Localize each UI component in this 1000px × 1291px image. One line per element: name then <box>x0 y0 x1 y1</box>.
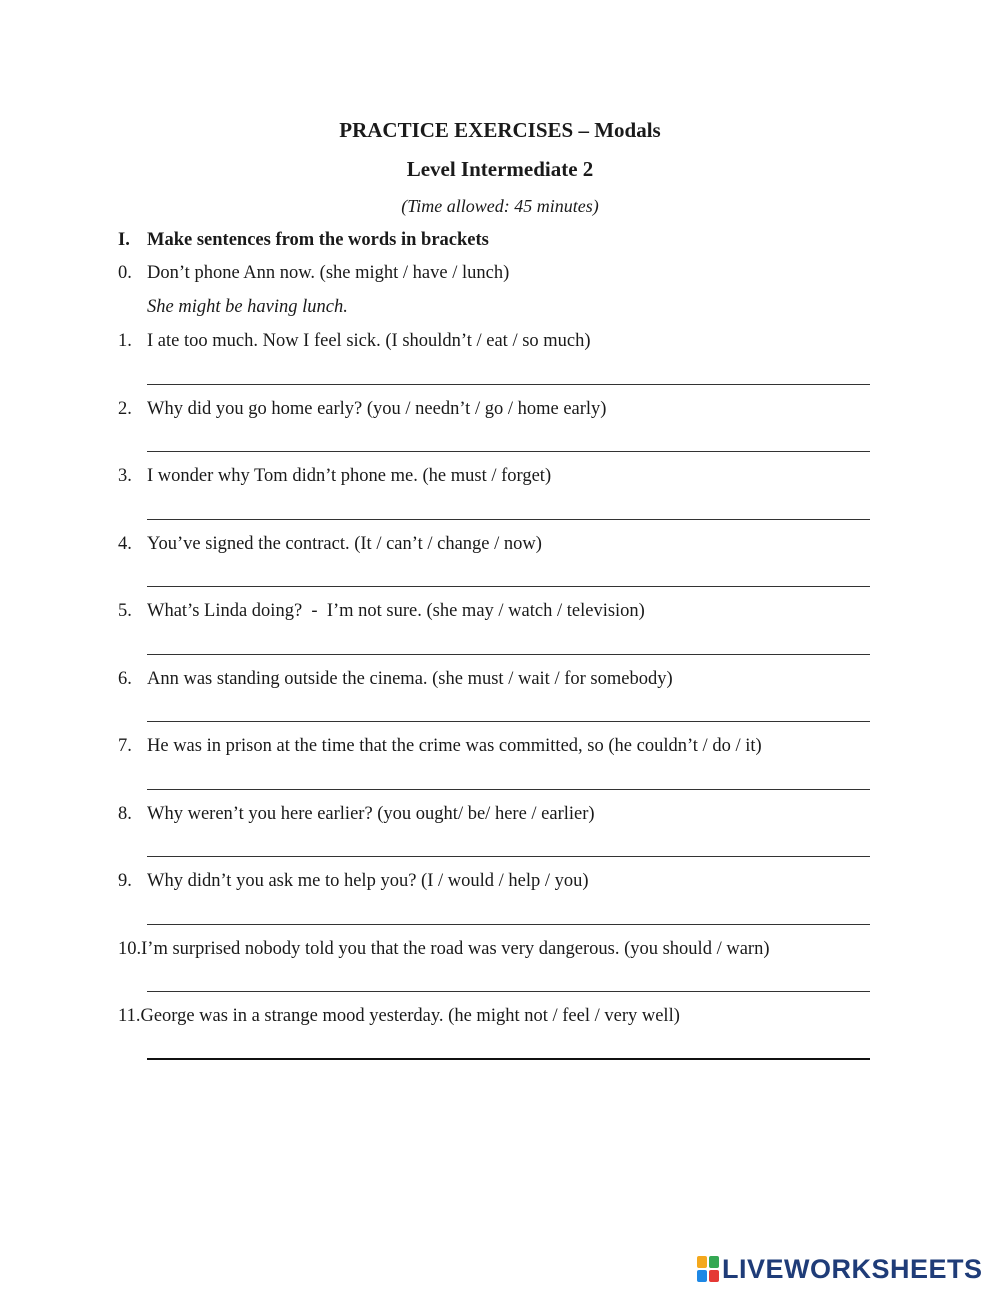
question-number: 5. <box>118 601 132 621</box>
question-text: Ann was standing outside the cinema. (she must / wait / for somebody) <box>147 669 673 689</box>
question-text: Why did you go home early? (you / needn’t / go / home early) <box>147 399 607 419</box>
answer-line-8[interactable] <box>147 856 870 857</box>
question-text: You’ve signed the contract. (It / can’t / change / now) <box>147 534 542 554</box>
section-number: I. <box>118 230 130 250</box>
question-number: 10. <box>118 939 142 959</box>
answer-line-6[interactable] <box>147 721 870 722</box>
logo-block <box>709 1270 719 1282</box>
level-heading: Level Intermediate 2 <box>406 157 594 181</box>
question-text: What’s Linda doing? - I’m not sure. (she may / watch / television) <box>147 601 645 621</box>
question-number: 0. <box>118 263 132 283</box>
logo-block <box>697 1256 707 1268</box>
logo-block <box>697 1270 707 1282</box>
worksheet-title: PRACTICE EXERCISES – Modals <box>339 118 661 142</box>
answer-line-4[interactable] <box>147 586 870 587</box>
question-number: 2. <box>118 399 132 419</box>
question-number: 6. <box>118 669 132 689</box>
question-number: 9. <box>118 871 132 891</box>
question-9 <box>118 871 589 892</box>
question-text: George was in a strange mood yesterday. (he might not / feel / very well) <box>140 1006 680 1026</box>
question-text: I’m surprised nobody told you that the road was very dangerous. (you should / warn) <box>141 939 770 959</box>
logo-block <box>709 1256 719 1268</box>
liveworksheets-logo <box>697 1254 983 1284</box>
answer-line-3[interactable] <box>147 519 870 520</box>
question-7 <box>118 736 762 757</box>
question-number: 11. <box>118 1006 141 1026</box>
question-number: 8. <box>118 804 132 824</box>
example-question <box>118 263 509 284</box>
question-3 <box>118 466 551 487</box>
answer-line-10[interactable] <box>147 991 870 992</box>
question-2 <box>118 399 606 420</box>
answer-line-11[interactable] <box>147 1058 870 1060</box>
example-answer: She might be having lunch. <box>147 297 348 317</box>
question-11 <box>118 1006 680 1027</box>
question-number: 1. <box>118 331 132 351</box>
section-heading <box>118 230 489 251</box>
answer-line-7[interactable] <box>147 789 870 790</box>
question-text: Why weren’t you here earlier? (you ought/ be/ here / earlier) <box>147 804 595 824</box>
time-allowed: (Time allowed: 45 minutes) <box>401 196 599 216</box>
question-text: I ate too much. Now I feel sick. (I shouldn’t / eat / so much) <box>147 331 591 351</box>
answer-line-5[interactable] <box>147 654 870 655</box>
logo-blocks-icon <box>697 1256 719 1282</box>
question-text: Don’t phone Ann now. (she might / have / lunch) <box>147 263 510 283</box>
answer-line-2[interactable] <box>147 451 870 452</box>
answer-line-1[interactable] <box>147 384 870 385</box>
question-10 <box>118 939 769 960</box>
question-number: 4. <box>118 534 132 554</box>
question-number: 7. <box>118 736 132 756</box>
answer-line-9[interactable] <box>147 924 870 925</box>
question-text: He was in prison at the time that the crime was committed, so (he couldn’t / do / it) <box>147 736 762 756</box>
question-text: Why didn’t you ask me to help you? (I / would / help / you) <box>147 871 589 891</box>
question-text: I wonder why Tom didn’t phone me. (he must / forget) <box>147 466 552 486</box>
logo-text: LIVEWORKSHEETS <box>722 1253 983 1284</box>
question-6 <box>118 669 673 690</box>
question-5 <box>118 601 645 622</box>
question-8 <box>118 804 595 825</box>
question-number: 3. <box>118 466 132 486</box>
question-1 <box>118 331 591 352</box>
question-4 <box>118 534 542 555</box>
section-instruction: Make sentences from the words in brackets <box>147 230 489 250</box>
